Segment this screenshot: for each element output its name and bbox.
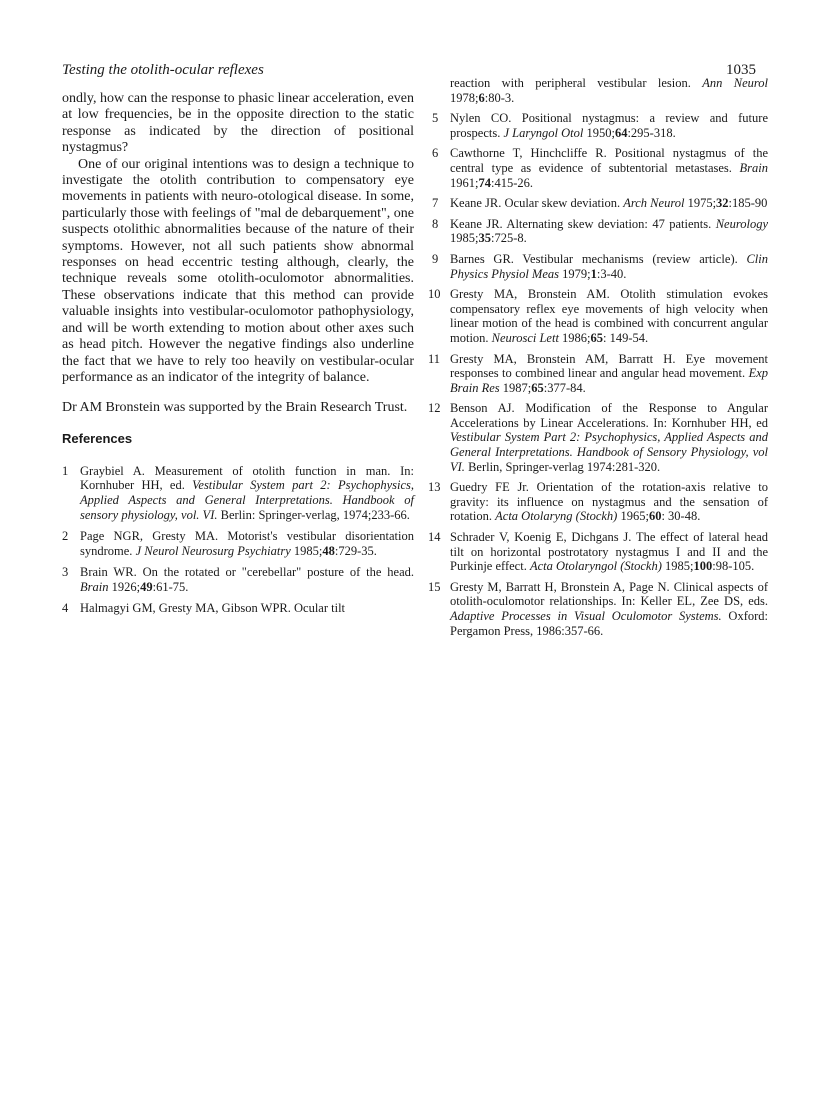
reference-15: 15 Gresty M, Barratt H, Bronstein A, Page N. Clinical aspects of otolith-oculomotor relationships. In: Keller EL, Zee DS, eds. Adaptive Processes in Visual Oculomotor Systems. Oxford: Pergamon Press, 1986:357-66. [428,579,768,638]
reference-13: 13 Guedry FE Jr. Orientation of the rotation-axis relative to gravity: its influence on nystagmus and the sensation of rotation. Acta Otolaryng (Stockh) 1965;60: 30-48. [428,480,768,524]
left-column [62,91,414,623]
reference-8: 8 Keane JR. Alternating skew deviation: 47 patients. Neurology 1985;35:725-8. [432,216,768,246]
reference-14: 14 Schrader V, Koenig E, Dichgans J. The effect of lateral head tilt on horizontal postrotatory nystagmus I and II and the Purkinje effect. Acta Otolaryngol (Stockh) 1985;100:98-105. [428,530,768,574]
references-heading: References [62,430,133,446]
reference-4-continued: reaction with peripheral vestibular lesion. Ann Neurol 1978;6:80-3. [450,76,768,105]
right-column [428,76,768,644]
reference-list-right [428,111,768,638]
reference-6: 6 Cawthorne T, Hinchcliffe R. Positional nystagmus of the central type as evidence of subtentorial metastases. Brain 1961;74:415-26. [432,146,768,190]
reference-3: 3 Brain WR. On the rotated or "cerebellar" posture of the head. Brain 1926;49:61-75. [62,565,414,594]
reference-1: 1 Graybiel A. Measurement of otolith function in man. In: Kornhuber HH, ed. Vestibular System part 2: Psychophysics, Applied Aspects and General Interpretations. Handbook of sensory physiology, vol. VI. Berlin: Springer-verlag, 1974;233-66. [62,463,414,522]
reference-11: 11 Gresty MA, Bronstein AM, Barratt H. Eye movement responses to combined linear and angular head movement. Exp Brain Res 1987;65:377-84. [428,351,768,395]
reference-7: 7 Keane JR. Ocular skew deviation. Arch Neurol 1975;32:185-90 [432,196,768,211]
body-paragraph-2: One of our original intentions was to design a technique to investigate the otolith contribution to compensatory eye movements in patients with neuro-otological disease. In some, particularly those with feelings of "mal de debarquement", one suspects otolithic abnormalities because of the nature of their symptoms. However, not all such patients show abnormal responses on head eccentric testing although, clearly, the technique reveals some otolith-oculomotor abnormalities. These observations indicate that this method can provide valuable insights into vestibular-oculomotor pathophysiology, and will be worth extending to motion about other axes such as head pitch. However the negative findings also underline the fact that we have to rely too heavily on vestibular-ocular performance as an indicator of the integrity of balance. [62,156,414,385]
reference-list-left [62,464,414,616]
acknowledgement: Dr AM Bronstein was supported by the Brain Research Trust. [62,400,408,416]
running-title: Testing the otolith-ocular reflexes [62,62,264,78]
reference-2: 2 Page NGR, Gresty MA. Motorist's vestibular disorientation syndrome. J Neurol Neurosurg Psychiatry 1985;48:729-35. [62,529,414,558]
reference-12: 12 Benson AJ. Modification of the Response to Angular Accelerations by Linear Accelerations. In: Kornhuber HH, ed Vestibular System Part 2: Psychophysics, Applied Aspects and General Interpretations. Handbook of Sensory Physiology, vol VI. Berlin, Springer-verlag 1974:281-320. [428,401,768,474]
reference-10: 10 Gresty MA, Bronstein AM. Otolith stimulation evokes compensatory reflex eye movements of high velocity when linear motion of the head is combined with concurrent angular motion. Neurosci Lett 1986;65: 149-54. [428,287,768,345]
page-number: 1035 [726,62,756,78]
reference-9: 9 Barnes GR. Vestibular mechanisms (review article). Clin Physics Physiol Meas 1979;1:3-40. [432,251,768,281]
reference-4: 4 Halmagyi GM, Gresty MA, Gibson WPR. Ocular tilt [62,601,346,616]
reference-5: 5 Nylen CO. Positional nystagmus: a review and future prospects. J Laryngol Otol 1950;64:295-318. [432,111,768,140]
body-paragraph-1: ondly, how can the response to phasic linear acceleration, even at low frequencies, be in the opposite direction to the static response as indicated by the direction of positional nystagmus? [62,91,414,156]
